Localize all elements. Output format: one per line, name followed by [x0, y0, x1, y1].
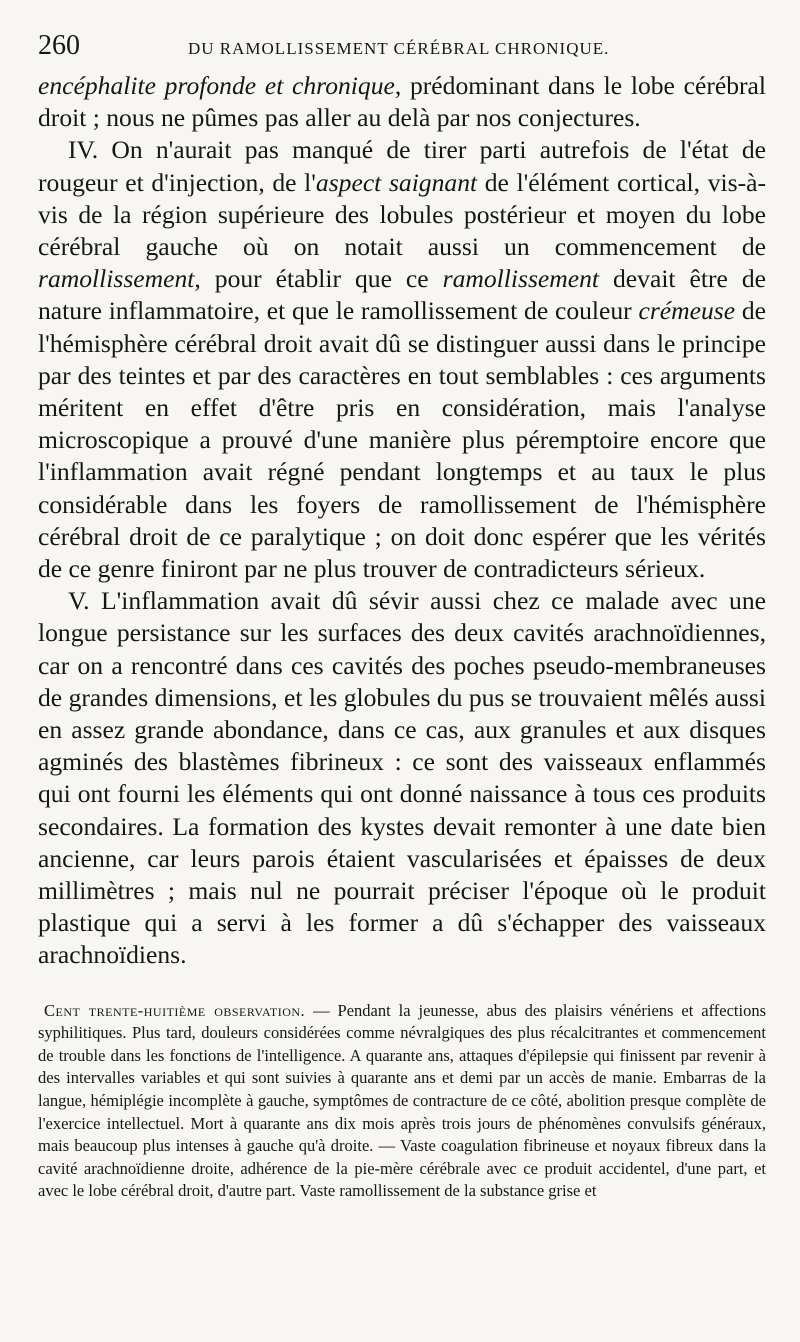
text-segment: V. L'inflammation avait dû sévir aussi chez ce malade avec une longue persistance sur les surfaces des deux cavités arachnoïdiennes, car on a rencontré dans ces cavités des poches pseudo-membraneuses de grandes dimensions, et les globules du pus se trouvaient mêlés aussi en assez grande abondance, dans ce cas, aux granules et aux disques agminés des blastèmes fibrineux : ce sont des vaisseaux enflammés qui ont fourni les éléments qui ont donné naissance à tous ces produits secondaires. La formation des kystes devait remonter à une date bien ancienne, car leurs parois étaient vascularisées et épaisses de deux millimètres ; mais nul ne pourrait préciser l'époque où le produit plastique qui a servi à les former a dû s'échapper des vaisseaux arachnoïdiens.	[38, 586, 766, 970]
text-segment: encéphalite profonde et chronique	[38, 71, 395, 100]
text-segment: ramollissement	[38, 264, 195, 294]
text-segment: crémeuse	[638, 296, 736, 326]
observation-note	[38, 1000, 766, 1203]
text-segment: aspect saignant	[315, 167, 478, 197]
paragraph-v	[38, 585, 766, 971]
paragraph-continuation	[38, 70, 766, 134]
text-segment: ramollissement	[442, 264, 600, 294]
text-segment: , pour établir que ce	[194, 264, 443, 294]
paragraph-iv	[38, 134, 766, 585]
running-title: DU RAMOLLISSEMENT CÉRÉBRAL CHRONIQUE.	[188, 39, 610, 58]
running-head	[38, 30, 766, 70]
text-segment: , prédominant dans le lobe cérébral droit ; nous ne pûmes pas aller au delà par nos conjectures.	[38, 71, 766, 133]
text-segment: de l'élément cortical, vis-à-vis de la région supérieure des lobules postérieur et moyen du lobe cérébral gauche où on notait aussi un commencement de	[38, 167, 766, 262]
observation-heading: Cent trente-huitième observation.	[44, 1000, 306, 1020]
page-number: 260	[38, 30, 80, 61]
text-segment: de l'hémisphère cérébral droit avait dû se distinguer aussi dans le principe par des teintes et par des caractères en tout semblables : ces arguments méritent en effet d'être pris en considération, mais l'analyse microscopique a prouvé d'une manière plus péremptoire encore que l'inflammation avait régné pendant longtemps et au taux le plus considérable dans les foyers de ramollissement de l'hémisphère cérébral droit de ce paralytique ; on doit donc espérer que les vérités de ce genre finiront par ne plus trouver de contradicteurs sérieux.	[38, 296, 766, 584]
observation-text: — Pendant la jeunesse, abus des plaisirs vénériens et affections syphilitiques. Plus tard, douleurs considérées comme névralgiques des plus récalcitrantes et commencement de trouble dans les fonctions de l'intelligence. A quarante ans, attaques d'épilepsie qui finissent par revenir à des intervalles variables et qui sont suivies à quarante ans et demi par un accès de manie. Embarras de la langue, hémiplégie incomplète à gauche, symptômes de contracture de ce côté, abolition presque complète de l'exercice intellectuel. Mort à quarante ans dix mois après trois jours de phénomènes convulsifs généraux, mais beaucoup plus intenses à gauche qu'à droite. — Vaste coagulation fibrineuse et noyaux fibreux dans la cavité arachnoïdienne droite, adhérence de la pie-mère cérébrale avec ce produit accidentel, d'une part, et avec le lobe cérébral droit, d'autre part. Vaste ramollissement de la substance grise et	[38, 1000, 766, 1201]
text-segment: IV. On n'aurait pas manqué de tirer parti autrefois de l'état de rougeur et d'injection, de l'	[38, 135, 766, 197]
text-segment: devait être de nature inflammatoire, et que le ramollissement de couleur	[38, 264, 766, 326]
body-text	[38, 70, 766, 972]
